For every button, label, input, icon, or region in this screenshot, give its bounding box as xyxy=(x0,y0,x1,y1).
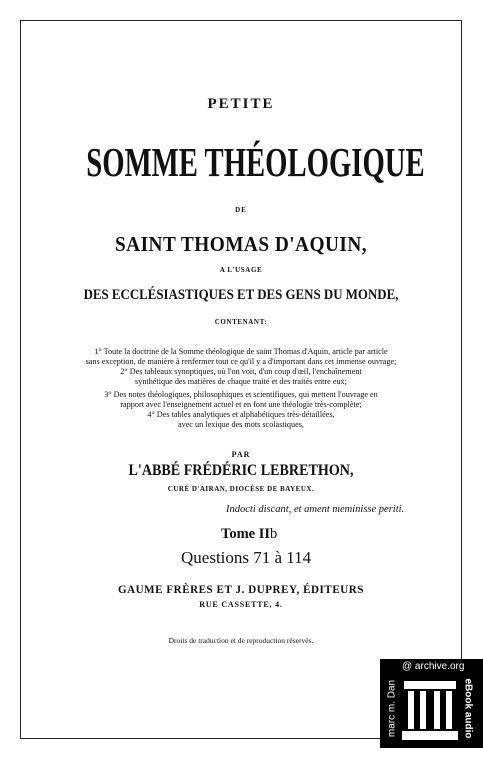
motto: Indocti discant, et ament meminisse periti. xyxy=(226,504,405,515)
archive-stamp xyxy=(380,659,483,748)
author-name: SAINT THOMAS D'AQUIN, xyxy=(114,232,368,256)
publisher: GAUME FRÈRES ET J. DUPREY, ÉDITEURS xyxy=(117,582,364,596)
editor-name: L'ABBÉ FRÉDÉRIC LEBRETHON, xyxy=(128,462,354,479)
par-label: PAR xyxy=(231,450,251,459)
volume-label xyxy=(221,526,321,543)
title-petite: PETITE xyxy=(207,96,275,112)
contents-line: 1° Toute la doctrine de la Somme théologique de saint Thomas d'Aquin, article par article xyxy=(94,347,388,356)
contents-line: sans exception, de manière à renfermer tout ce qu'il y a d'important dans cet immense ouvrage; xyxy=(85,357,397,366)
stamp-left-text: marc m. Dan xyxy=(386,679,398,738)
audience-line: DES ECCLÉSIASTIQUES ET DES GENS DU MONDE, xyxy=(83,287,399,303)
publisher-address: RUE CASSETTE, 4. xyxy=(199,600,283,609)
stamp-top-text: @ archive.org xyxy=(402,661,465,672)
contents-line: 4° Des tables analytiques et alphabétiques très-détaillées, xyxy=(147,410,335,419)
contents-line: synthétique des matières de chaque traité et des traités entre eux; xyxy=(135,377,347,386)
contenant-label: CONTENANT: xyxy=(214,318,268,326)
usage-label: A L'USAGE xyxy=(219,266,263,274)
contents-line: 2° Des tableaux synoptiques, où l'on voit, d'un coup d'œil, l'enchaînement xyxy=(120,367,362,376)
editor-title: CURÉ D'AIRAN, DIOCÈSE DE BAYEUX. xyxy=(167,485,315,493)
contents-line: 3° Des notes théologiques, philosophiques et scientifiques, qui mettent l'ouvrage en xyxy=(104,390,378,399)
questions-range: Questions 71 à 114 xyxy=(181,548,312,567)
rights-notice: Droits de traduction et de reproduction réservés. xyxy=(168,636,314,645)
title-main: SOMME THÉOLOGIQUE xyxy=(86,139,425,185)
volume-suffix: b xyxy=(270,526,278,542)
stamp-right-text: eBook audio xyxy=(462,678,474,739)
volume-number: Tome II xyxy=(221,526,271,542)
archive-building-icon xyxy=(400,675,460,743)
contents-line: avec un lexique des mots scolastiques, xyxy=(178,420,304,429)
title-de: DE xyxy=(235,206,247,214)
contents-line: rapport avec l'enseignement actuel et en font une théologie très-complète; xyxy=(120,400,362,409)
